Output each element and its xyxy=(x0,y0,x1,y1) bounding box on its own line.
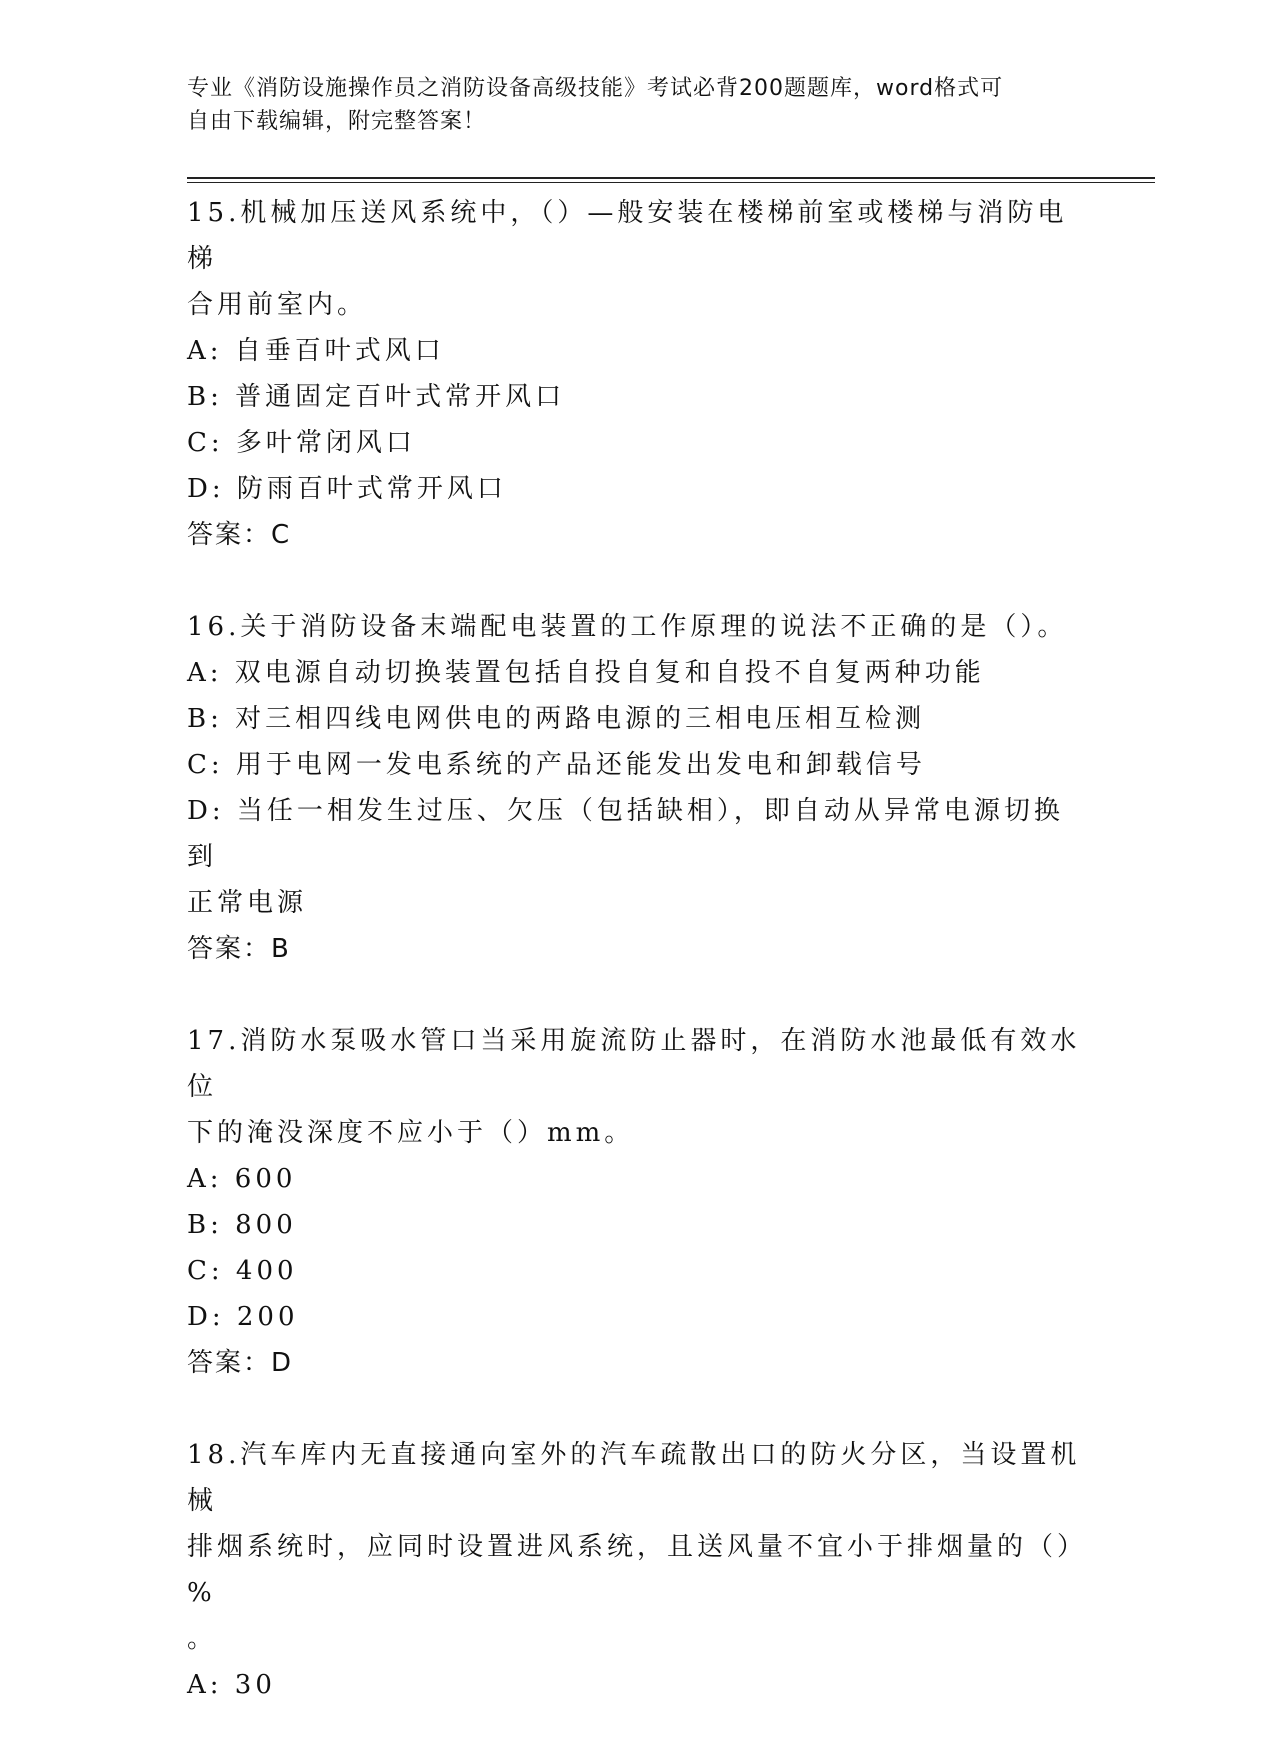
option-a: A: 30 xyxy=(187,1670,276,1700)
option-c: C: 多叶常闭风口 xyxy=(187,428,416,458)
document-header xyxy=(187,72,1067,138)
question-16 xyxy=(187,604,1087,972)
option-c: C: 400 xyxy=(187,1256,298,1286)
question-text-cont-2: 。 xyxy=(187,1624,218,1654)
question-list xyxy=(187,190,1087,1754)
question-text-cont: 合用前室内。 xyxy=(187,290,368,320)
header-rule-thin xyxy=(187,182,1155,183)
option-b: B: 对三相四线电网供电的两路电源的三相电压相互检测 xyxy=(187,704,926,734)
option-b: B: 普通固定百叶式常开风口 xyxy=(187,382,566,412)
answer: 答案：D xyxy=(187,1348,294,1378)
option-a: A: 600 xyxy=(187,1164,297,1194)
option-d: D: 当任一相发生过压、欠压（包括缺相），即自动从异常电源切换到 xyxy=(187,796,1064,872)
option-d-cont: 正常电源 xyxy=(187,888,308,918)
option-a: A: 双电源自动切换装置包括自投自复和自投不自复两种功能 xyxy=(187,658,985,688)
answer: 答案：B xyxy=(187,934,291,964)
header-rule-thick xyxy=(187,177,1155,179)
option-c: C: 用于电网一发电系统的产品还能发出发电和卸载信号 xyxy=(187,750,926,780)
option-d: D: 200 xyxy=(187,1302,299,1332)
answer: 答案：C xyxy=(187,520,292,550)
question-text-cont: 下的淹没深度不应小于（）mm。 xyxy=(187,1118,635,1148)
header-line-1: 专业《消防设施操作员之消防设备高级技能》考试必背200题题库，word格式可 xyxy=(187,76,1004,101)
question-17 xyxy=(187,1018,1087,1386)
question-text: 17.消防水泵吸水管口当采用旋流防止器时，在消防水池最低有效水位 xyxy=(187,1026,1081,1102)
question-text-cont: 排烟系统时，应同时设置进风系统，且送风量不宜小于排烟量的（）% xyxy=(187,1532,1088,1608)
question-18 xyxy=(187,1432,1087,1708)
header-line-2: 自由下载编辑，附完整答案！ xyxy=(187,109,487,134)
option-b: B: 800 xyxy=(187,1210,297,1240)
question-text: 15.机械加压送风系统中，（）—般安装在楼梯前室或楼梯与消防电梯 xyxy=(187,198,1068,274)
question-15 xyxy=(187,190,1087,558)
option-d: D: 防雨百叶式常开风口 xyxy=(187,474,507,504)
question-text: 16.关于消防设备末端配电装置的工作原理的说法不正确的是（）。 xyxy=(187,612,1068,642)
option-a: A: 自垂百叶式风口 xyxy=(187,336,445,366)
question-text: 18.汽车库内无直接通向室外的汽车疏散出口的防火分区，当设置机械 xyxy=(187,1440,1081,1516)
